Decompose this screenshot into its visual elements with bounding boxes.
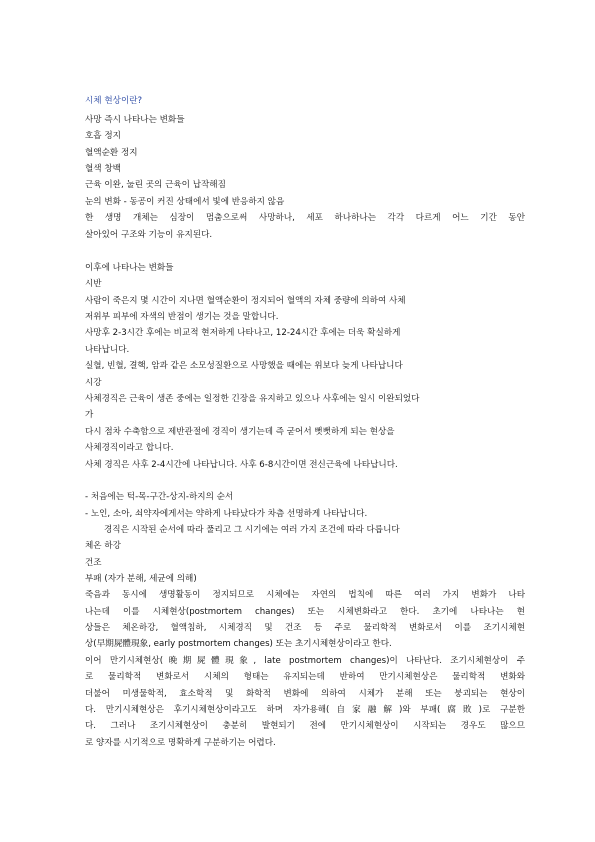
- paragraph-line: 다시 점차 수축함으로 제반관절에 경직이 생기는데 즉 굳어서 뻣뻣하게 되는 현상을: [85, 427, 395, 437]
- list-item: - 노인, 소아, 쇠약자에게서는 약하게 나타났다가 차츰 선명하게 나타납니다.: [85, 509, 368, 519]
- paragraph-line: 실혈, 빈혈, 결핵, 암과 같은 소모성질환으로 사망했을 때에는 위보다 늦게 나타납니다: [85, 361, 403, 371]
- subheading-livor: 시반: [85, 279, 102, 289]
- paragraph-line: 경직은 시작된 순서에 따라 풀리고 그 시기에는 여러 가지 조건에 따라 다릅니다: [104, 525, 400, 535]
- paragraph-line: 사체경직은 근육이 생존 중에는 일정한 긴장을 유지하고 있으나 사후에는 일시 이완되었다: [85, 394, 420, 404]
- subheading-later-changes: 이후에 나타나는 변화들: [85, 263, 174, 273]
- text-line: 눈의 변화 - 동공이 커진 상태에서 빛에 반응하지 않음: [85, 197, 285, 207]
- paragraph-line: 한 생명 개체는 심장이 멈춤으로써 사망하나, 세포 하나하나는 각각 다르게 어느 기간 동안: [85, 213, 525, 223]
- paragraph-line: 더불어 미생물학적, 효소학적 및 화학적 변화에 의하여 시체가 분해 또는 붕괴되는 현상이: [85, 689, 525, 699]
- paragraph-line: 나는데 이를 시체현상(postmortem changes) 또는 시체변화라고 한다. 초기에 나타나는 현: [85, 607, 525, 617]
- paragraph-line: 다. 그러나 조기시체현상이 충분히 발현되기 전에 만기시체현상이 시작되는 경우도 많으므: [85, 721, 525, 731]
- paragraph-line: 죽음과 동시에 생명활동이 정지되므로 시체에는 자연의 법칙에 따른 여러 가지 변화가 나타: [85, 590, 525, 600]
- paragraph-line: 다. 만기시체현상은 후기시체현상이라고도 하며 자가용해(自家融解)와 부패(腐敗)로 구분한: [85, 705, 525, 715]
- subheading-drying: 건조: [85, 558, 102, 568]
- paragraph-line: 이어 만기시체현상(晩期屍體現象, late postmortem changes)이 나타난다. 조기시체현상이 주: [85, 656, 525, 666]
- paragraph-line: 로 물리학적 변화로서 시체의 형태는 유지되는데 반하여 만기시체현상은 물리학적 변화와: [85, 672, 525, 682]
- paragraph-line: 상(早期屍體現象, early postmortem changes) 또는 초기시체현상이라고 한다.: [85, 639, 392, 649]
- subheading-decomposition: 부패 (자가 분해, 세균에 의해): [85, 574, 197, 584]
- paragraph-line: 살아있어 구조와 기능이 유지된다.: [85, 230, 213, 240]
- list-item: - 처음에는 턱-목-구간-상지-하지의 순서: [85, 492, 234, 502]
- text-line: 혈색 창백: [85, 164, 121, 174]
- text-line: 호흡 정지: [85, 131, 121, 141]
- paragraph-line: 사체 경직은 사후 2-4시간에 나타납니다. 사후 6-8시간이면 전신근육에 나타납니다.: [85, 460, 398, 470]
- paragraph-line: 사망후 2-3시간 후에는 비교적 현저하게 나타나고, 12-24시간 후에는 더욱 확실하게: [85, 328, 401, 338]
- text-line: 근육 이완, 눌린 곳의 근육이 납작해짐: [85, 180, 226, 190]
- paragraph-line: 나타납니다.: [85, 345, 130, 355]
- paragraph-line: 가: [85, 410, 94, 420]
- paragraph-line: 로 양자를 시기적으로 명확하게 구분하기는 어렵다.: [85, 738, 276, 748]
- paragraph-line: 사람이 죽은지 몇 시간이 지나면 혈액순환이 정지되어 혈액의 자체 중량에 의하여 사체: [85, 296, 406, 306]
- subheading-immediate-changes: 사망 즉시 나타나는 변화들: [85, 115, 185, 125]
- subheading-cooling: 체온 하강: [85, 541, 121, 551]
- paragraph-line: 사체경직이라고 합니다.: [85, 443, 174, 453]
- paragraph-line: 상들은 체온하강, 혈액침하, 시체경직 및 건조 등 주로 물리학적 변화로서 이를 조기시체현: [85, 623, 525, 633]
- paragraph-line: 저위부 피부에 자색의 반점이 생기는 것을 말합니다.: [85, 312, 279, 322]
- text-line: 혈액순환 정지: [85, 148, 138, 158]
- subheading-rigor: 시강: [85, 378, 102, 388]
- section-title: 시체 현상이란?: [85, 96, 143, 106]
